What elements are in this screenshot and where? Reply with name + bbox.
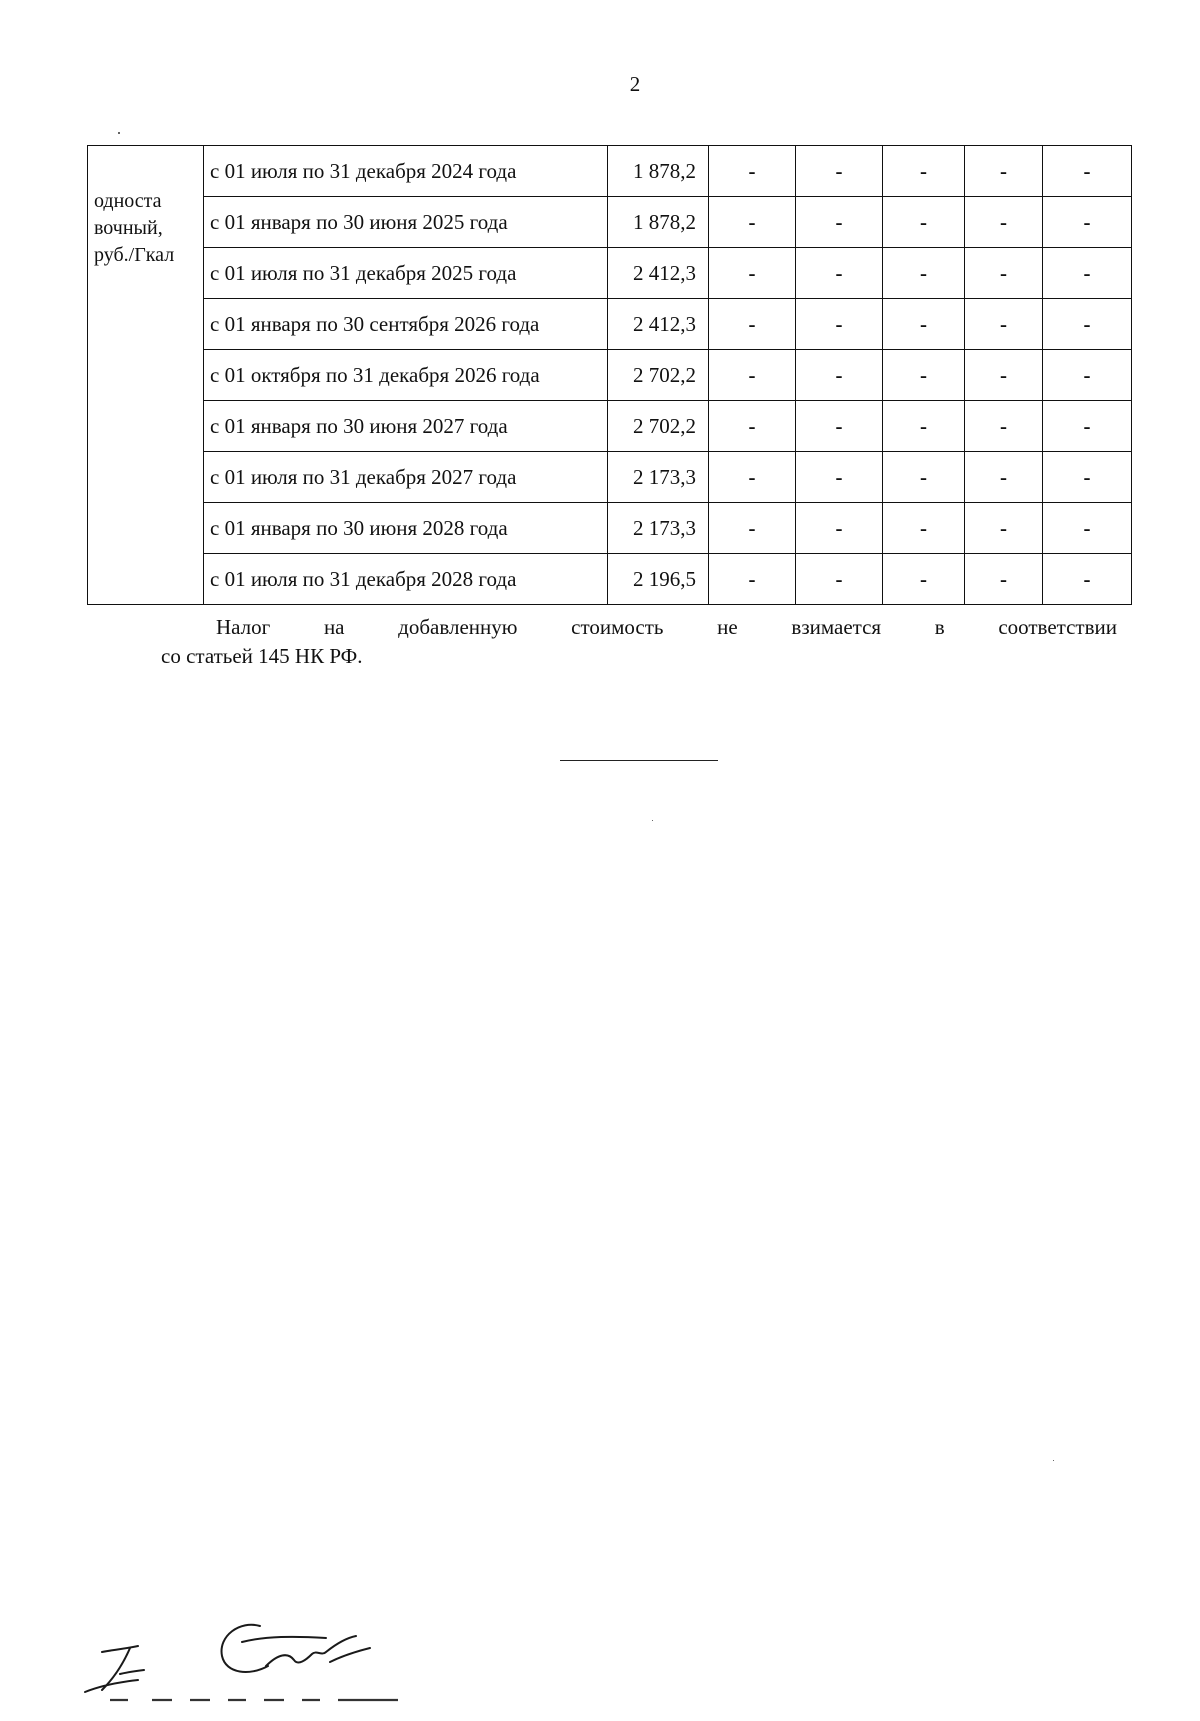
empty-value-cell: -	[709, 350, 796, 401]
empty-value-cell: -	[709, 554, 796, 605]
empty-value-cell: -	[796, 350, 883, 401]
empty-value-cell: -	[883, 299, 965, 350]
empty-value-cell: -	[965, 299, 1043, 350]
empty-value-cell: -	[796, 248, 883, 299]
empty-value-cell: -	[883, 248, 965, 299]
period-cell: с 01 января по 30 июня 2025 года	[204, 197, 608, 248]
empty-value-cell: -	[965, 554, 1043, 605]
period-cell: с 01 октября по 31 декабря 2026 года	[204, 350, 608, 401]
scan-speck	[1053, 1460, 1054, 1461]
empty-value-cell: -	[883, 197, 965, 248]
empty-value-cell: -	[709, 452, 796, 503]
tariff-row	[88, 248, 1132, 299]
tariff-row	[88, 197, 1132, 248]
tariff-value-cell: 2 412,3	[608, 299, 709, 350]
empty-value-cell: -	[883, 503, 965, 554]
empty-value-cell: -	[883, 350, 965, 401]
tariff-row	[88, 146, 1132, 197]
tariff-table	[87, 145, 1132, 605]
empty-value-cell: -	[1043, 401, 1132, 452]
empty-value-cell: -	[796, 503, 883, 554]
tariff-value-cell: 2 173,3	[608, 452, 709, 503]
tariff-value-cell: 1 878,2	[608, 197, 709, 248]
period-cell: с 01 июля по 31 декабря 2025 года	[204, 248, 608, 299]
empty-value-cell: -	[883, 452, 965, 503]
empty-value-cell: -	[709, 503, 796, 554]
empty-value-cell: -	[1043, 503, 1132, 554]
tariff-row	[88, 554, 1132, 605]
period-cell: с 01 января по 30 июня 2027 года	[204, 401, 608, 452]
empty-value-cell: -	[1043, 197, 1132, 248]
period-cell: с 01 июля по 31 декабря 2024 года	[204, 146, 608, 197]
tariff-row	[88, 401, 1132, 452]
tariff-value-cell: 2 702,2	[608, 401, 709, 452]
empty-value-cell: -	[796, 401, 883, 452]
handwritten-signature	[80, 1612, 400, 1702]
empty-value-cell: -	[883, 554, 965, 605]
empty-value-cell: -	[709, 299, 796, 350]
period-cell: с 01 июля по 31 декабря 2027 года	[204, 452, 608, 503]
tariff-value-cell: 1 878,2	[608, 146, 709, 197]
scan-speck	[118, 132, 120, 134]
empty-value-cell: -	[1043, 452, 1132, 503]
empty-value-cell: -	[796, 146, 883, 197]
empty-value-cell: -	[709, 146, 796, 197]
empty-value-cell: -	[965, 452, 1043, 503]
unit-label-cell: односта вочный, руб./Гкал	[88, 146, 204, 605]
empty-value-cell: -	[965, 197, 1043, 248]
period-cell: с 01 января по 30 июня 2028 года	[204, 503, 608, 554]
tariff-row	[88, 503, 1132, 554]
empty-value-cell: -	[883, 401, 965, 452]
empty-value-cell: -	[965, 503, 1043, 554]
empty-value-cell: -	[709, 197, 796, 248]
tariff-table-body	[88, 146, 1132, 605]
empty-value-cell: -	[965, 401, 1043, 452]
empty-value-cell: -	[796, 299, 883, 350]
tariff-value-cell: 2 412,3	[608, 248, 709, 299]
empty-value-cell: -	[1043, 554, 1132, 605]
tax-note-line-2: со статьей 145 НК РФ.	[161, 644, 363, 668]
empty-value-cell: -	[796, 197, 883, 248]
empty-value-cell: -	[796, 554, 883, 605]
tariff-row	[88, 299, 1132, 350]
empty-value-cell: -	[965, 248, 1043, 299]
period-cell: с 01 июля по 31 декабря 2028 года	[204, 554, 608, 605]
empty-value-cell: -	[709, 248, 796, 299]
empty-value-cell: -	[1043, 299, 1132, 350]
empty-value-cell: -	[965, 146, 1043, 197]
tariff-row	[88, 350, 1132, 401]
empty-value-cell: -	[965, 350, 1043, 401]
tax-note	[161, 613, 1117, 671]
empty-value-cell: -	[1043, 146, 1132, 197]
empty-value-cell: -	[709, 401, 796, 452]
tariff-value-cell: 2 196,5	[608, 554, 709, 605]
empty-value-cell: -	[796, 452, 883, 503]
tariff-value-cell: 2 173,3	[608, 503, 709, 554]
scan-speck	[652, 820, 653, 821]
end-of-document-rule	[560, 760, 718, 761]
page-number: 2	[629, 72, 641, 96]
period-cell: с 01 января по 30 сентября 2026 года	[204, 299, 608, 350]
tariff-row	[88, 452, 1132, 503]
empty-value-cell: -	[1043, 248, 1132, 299]
empty-value-cell: -	[1043, 350, 1132, 401]
empty-value-cell: -	[883, 146, 965, 197]
tariff-value-cell: 2 702,2	[608, 350, 709, 401]
tax-note-line-1: Налог на добавленную стоимость не взимается в соответствии	[216, 615, 1117, 639]
